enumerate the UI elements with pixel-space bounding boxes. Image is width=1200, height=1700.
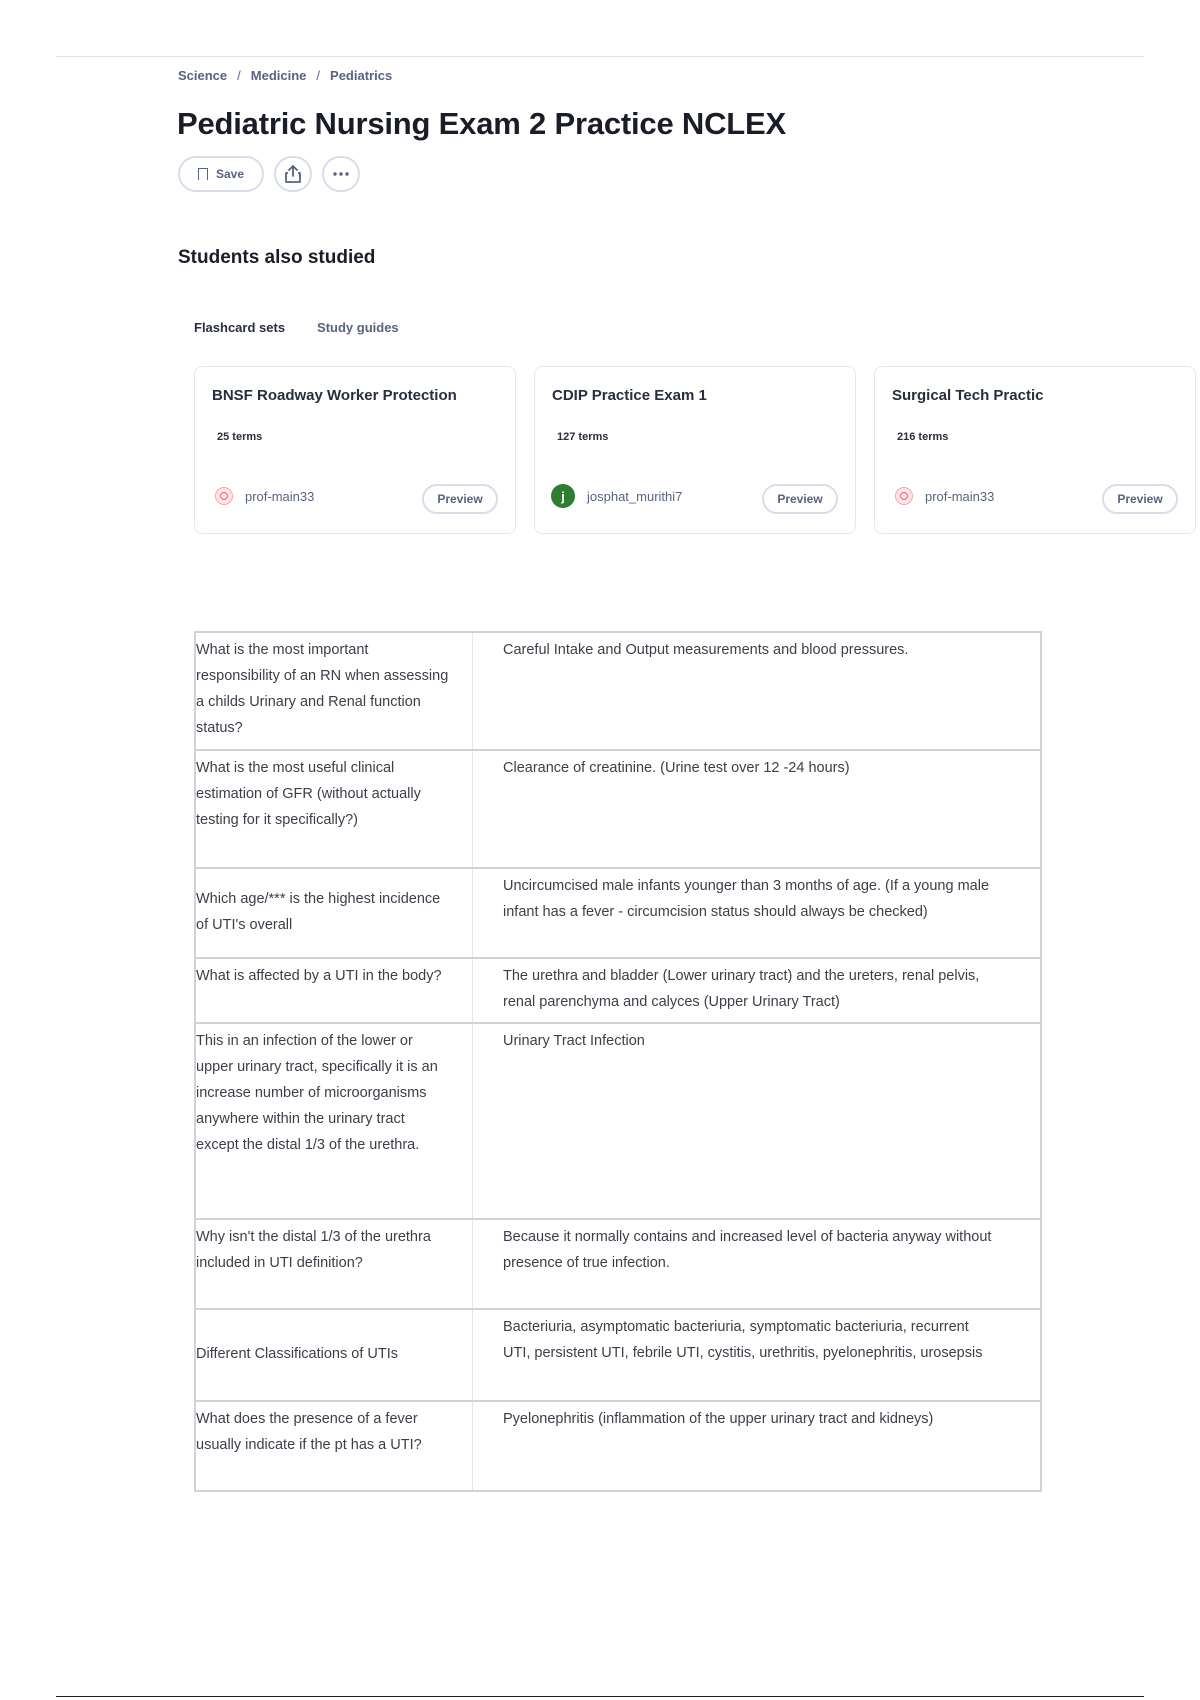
study-card[interactable] bbox=[874, 366, 1196, 534]
answer-cell: Clearance of creatinine. (Urine test over 12 -24 hours) bbox=[473, 750, 1042, 868]
table-row bbox=[195, 868, 1041, 958]
save-label: Save bbox=[215, 167, 245, 181]
bookmark-icon bbox=[198, 168, 208, 180]
flashcard-table bbox=[194, 631, 1042, 1492]
share-icon bbox=[284, 164, 302, 184]
breadcrumb bbox=[178, 68, 392, 83]
card-title: CDIP Practice Exam 1 bbox=[552, 387, 707, 404]
tab-flashcard-sets[interactable]: Flashcard sets bbox=[194, 320, 286, 335]
answer-cell: Because it normally contains and increased level of bacteria anyway without presence of true infection. bbox=[473, 1219, 1042, 1309]
share-button[interactable] bbox=[274, 156, 312, 192]
question-cell: What is the most useful clinical estimation of GFR (without actually testing for it specifically?) bbox=[195, 750, 473, 868]
answer-cell: Uncircumcised male infants younger than 3 months of age. (If a young male infant has a fever - circumcision status should always be checked) bbox=[473, 868, 1042, 958]
study-card-carousel bbox=[194, 366, 1163, 536]
action-bar bbox=[178, 156, 360, 192]
card-author bbox=[215, 487, 314, 505]
card-author bbox=[551, 484, 682, 508]
students-also-studied-heading: Students also studied bbox=[178, 247, 376, 268]
author-name[interactable]: josphat_murithi7 bbox=[587, 488, 683, 504]
more-icon bbox=[332, 171, 350, 177]
page-title: Pediatric Nursing Exam 2 Practice NCLEX bbox=[177, 106, 786, 141]
question-cell: What does the presence of a fever usually indicate if the pt has a UTI? bbox=[195, 1401, 473, 1491]
question-cell: Different Classifications of UTIs bbox=[195, 1309, 473, 1401]
question-cell: Why isn't the distal 1/3 of the urethra included in UTI definition? bbox=[195, 1219, 473, 1309]
breadcrumb-medicine[interactable]: Medicine bbox=[250, 68, 307, 83]
preview-button[interactable]: Preview bbox=[1102, 484, 1178, 514]
save-button[interactable] bbox=[178, 156, 264, 192]
breadcrumb-pediatrics[interactable]: Pediatrics bbox=[330, 68, 393, 83]
author-name[interactable]: prof-main33 bbox=[245, 488, 315, 504]
table-row bbox=[195, 1023, 1041, 1219]
breadcrumb-separator: / bbox=[237, 68, 241, 83]
avatar bbox=[895, 487, 913, 505]
avatar: j bbox=[551, 484, 575, 508]
table-row bbox=[195, 1309, 1041, 1401]
breadcrumb-separator: / bbox=[316, 68, 321, 83]
card-author bbox=[895, 487, 994, 505]
card-title: BNSF Roadway Worker Protection bbox=[212, 387, 457, 404]
question-cell: What is affected by a UTI in the body? bbox=[195, 958, 473, 1023]
tab-study-guides[interactable]: Study guides bbox=[317, 320, 399, 335]
study-card[interactable] bbox=[534, 366, 856, 534]
table-row bbox=[195, 750, 1041, 868]
table-row bbox=[195, 1219, 1041, 1309]
author-name[interactable]: prof-main33 bbox=[925, 488, 995, 504]
study-tabs bbox=[194, 320, 399, 335]
card-terms: 25 terms bbox=[217, 431, 263, 443]
preview-button[interactable]: Preview bbox=[422, 484, 498, 514]
card-title: Surgical Tech Practic bbox=[892, 387, 1044, 404]
table-row bbox=[195, 958, 1041, 1023]
study-card[interactable] bbox=[194, 366, 516, 534]
table-row bbox=[195, 1401, 1041, 1491]
avatar bbox=[215, 487, 233, 505]
preview-button[interactable]: Preview bbox=[762, 484, 838, 514]
question-cell: This in an infection of the lower or upper urinary tract, specifically it is an increase number of microorganisms anywhere within the urinary tract except the distal 1/3 of the urethra. bbox=[195, 1023, 473, 1219]
card-terms: 127 terms bbox=[557, 431, 609, 443]
answer-cell: Bacteriuria, asymptomatic bacteriuria, symptomatic bacteriuria, recurrent UTI, persistent UTI, febrile UTI, cystitis, urethritis, pyelonephritis, urosepsis bbox=[473, 1309, 1042, 1401]
answer-cell: Urinary Tract Infection bbox=[473, 1023, 1042, 1219]
answer-cell: The urethra and bladder (Lower urinary tract) and the ureters, renal pelvis, renal parenchyma and calyces (Upper Urinary Tract) bbox=[473, 958, 1042, 1023]
question-cell: Which age/*** is the highest incidence of UTI's overall bbox=[195, 868, 473, 958]
answer-cell: Careful Intake and Output measurements and blood pressures. bbox=[473, 632, 1042, 750]
top-divider bbox=[56, 56, 1144, 57]
question-cell: What is the most important responsibility of an RN when assessing a childs Urinary and Renal function status? bbox=[195, 632, 473, 750]
more-options-button[interactable] bbox=[322, 156, 360, 192]
table-row bbox=[195, 632, 1041, 750]
bottom-divider bbox=[56, 1696, 1144, 1697]
answer-cell: Pyelonephritis (inflammation of the upper urinary tract and kidneys) bbox=[473, 1401, 1042, 1491]
breadcrumb-science[interactable]: Science bbox=[178, 68, 228, 83]
card-terms: 216 terms bbox=[897, 431, 949, 443]
